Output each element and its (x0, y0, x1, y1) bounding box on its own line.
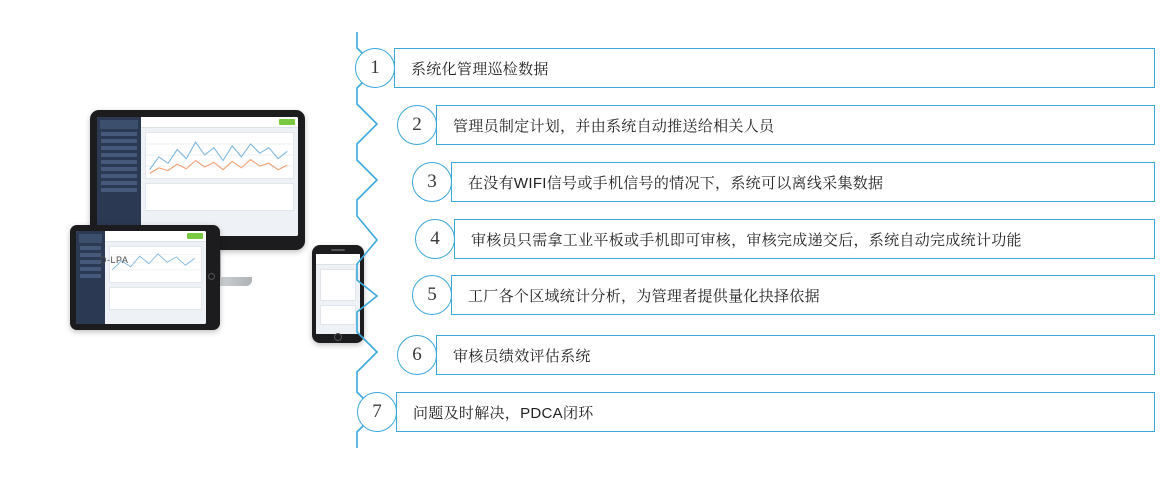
item-bar (454, 219, 1155, 259)
tablet-home-button (208, 273, 215, 280)
tablet-screen (76, 231, 206, 324)
item-text: 问题及时解决，PDCA闭环 (413, 404, 594, 422)
item-text: 管理员制定计划，并由系统自动推送给相关人员 (453, 117, 775, 135)
item-number-badge: 2 (397, 105, 437, 145)
tablet-mock-topbar (105, 231, 206, 242)
list-item (357, 392, 1155, 432)
item-bar (394, 48, 1155, 88)
item-bar (436, 335, 1155, 375)
item-text: 系统化管理巡检数据 (411, 60, 549, 78)
item-number-badge: 6 (397, 335, 437, 375)
tablet-mock-sidebar (76, 231, 105, 324)
item-bar (451, 275, 1155, 315)
item-text: 工厂各个区域统计分析，为管理者提供量化抉择依据 (468, 287, 820, 305)
list-item (397, 335, 1155, 375)
mock-secondary-card (145, 183, 294, 211)
list-item (355, 48, 1155, 88)
list-item (415, 219, 1155, 259)
item-number-badge: 3 (412, 162, 452, 202)
mock-sidebar (97, 117, 141, 236)
item-text: 审核员绩效评估系统 (453, 347, 591, 365)
list-item (412, 162, 1155, 202)
mock-topbar (141, 117, 298, 128)
dashboard-mockup (97, 117, 298, 236)
mock-content (141, 117, 298, 236)
desktop-screen (97, 117, 298, 236)
item-bar (451, 162, 1155, 202)
item-number-badge: 4 (415, 219, 455, 259)
device-illustration (60, 100, 380, 350)
tablet-device (70, 225, 220, 330)
item-number-badge: 7 (357, 392, 397, 432)
item-bar (436, 105, 1155, 145)
list-item (412, 275, 1155, 315)
item-bar (396, 392, 1155, 432)
tablet-mock-status-badge (187, 233, 203, 239)
list-item (397, 105, 1155, 145)
item-number-badge: 5 (412, 275, 452, 315)
tablet-mock-secondary-card (109, 287, 202, 309)
mock-status-badge (279, 119, 295, 125)
item-text: 在没有WIFI信号或手机信号的情况下，系统可以离线采集数据 (468, 174, 884, 192)
item-number-badge: 1 (355, 48, 395, 88)
mock-line-chart (146, 133, 293, 179)
mock-chart-card (145, 132, 294, 179)
tablet-dashboard-mockup (76, 231, 206, 324)
item-text: 审核员只需拿工业平板或手机即可审核，审核完成递交后，系统自动完成统计功能 (471, 231, 1022, 249)
device-caption: D-LPA (100, 255, 129, 265)
tablet-mock-content (105, 231, 206, 324)
